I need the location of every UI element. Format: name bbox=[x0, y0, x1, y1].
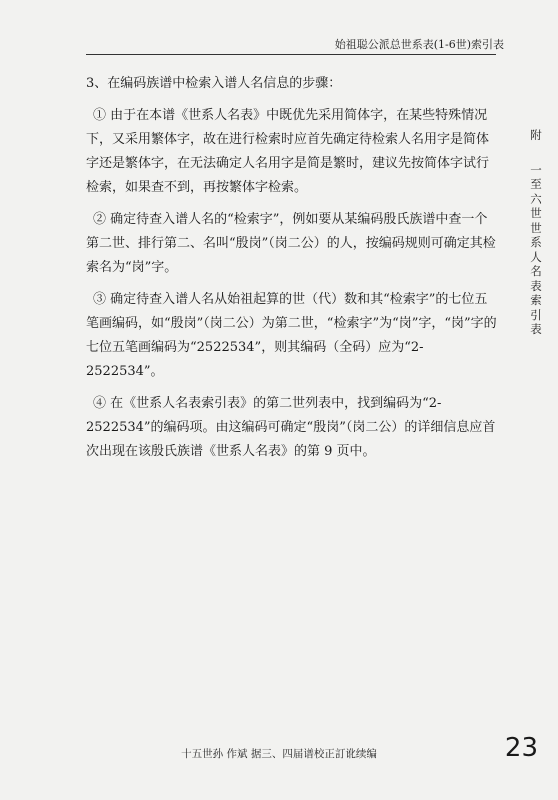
step-paragraph-2: ② 确定待查入谱人名的“检索字”，例如要从某编码殷氏族谱中查一个第二世、排行第二、名叫“殷岗”（岗二公）的人，按编码规则可确定其检索名为“岗”字。 bbox=[86, 212, 496, 275]
page-number: 23 bbox=[504, 733, 538, 763]
step-paragraph-1: ① 由于在本谱《世系人名表》中既优先采用简体字，在某些特殊情况下，又采用繁体字，故在进行检索时应首先确定待检索人名用字是简体字还是繁体字，在无法确定人名用字是简是繁时，建议先按简体字试行检索，如果查不到，再按繁体字检索。 bbox=[86, 108, 490, 195]
running-header-title: 始祖聪公派总世系表(1-6世)索引表 bbox=[334, 38, 504, 51]
side-label-prefix: 附 bbox=[530, 128, 542, 142]
section-heading: 3、在编码族谱中检索入谱人名信息的步骤： bbox=[86, 76, 342, 91]
side-label bbox=[528, 128, 544, 337]
body-content bbox=[86, 72, 500, 464]
step-paragraph-3: ③ 确定待查入谱人名从始祖起算的世（代）数和其“检索字”的七位五笔画编码，如“殷岗”（岗二公）为第二世，“检索字”为“岗”字，“岗”字的七位五笔画编码为“2522534”，则其编码（全码）应为“2-2522534”。 bbox=[86, 292, 497, 379]
step-paragraph-4: ④ 在《世系人名表索引表》的第二世列表中，找到编码为“2-2522534”的编码项。由这编码可确定“殷岗”（岗二公）的详细信息应首次出现在该殷氏族谱《世系人名表》的第 9 页中。 bbox=[86, 396, 496, 459]
side-label-text: 一至六世世系人名表索引表 bbox=[530, 162, 542, 336]
header-rule bbox=[86, 54, 496, 55]
footer-credit: 十五世孙 作斌 据三、四届谱校正訂讹续编 bbox=[181, 748, 377, 760]
